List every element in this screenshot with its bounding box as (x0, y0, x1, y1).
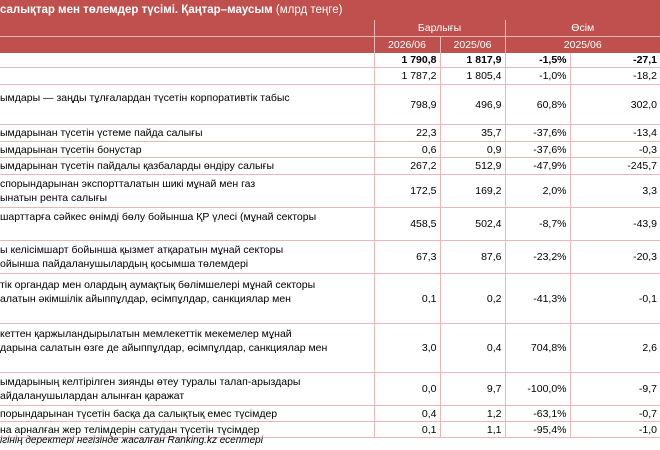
value-2025-cell: 1 817,9 (440, 53, 505, 68)
value-2026-cell: 172,5 (374, 175, 440, 208)
header-blank-2 (0, 37, 374, 54)
value-2026-cell: 1 787,2 (374, 68, 440, 85)
value-2025-cell: 169,2 (440, 175, 505, 208)
row-label-line: айдаланушылардан алынған қаражат (0, 390, 185, 402)
table-row (0, 241, 660, 274)
row-label (0, 406, 374, 422)
value-2025-cell: 9,7 (440, 373, 505, 406)
growth-percent-cell: 704,8% (505, 324, 570, 373)
growth-percent-cell: -37,6% (505, 142, 570, 158)
value-2026-cell: 0,1 (374, 422, 440, 438)
growth-absolute-cell: -0,3 (570, 142, 660, 158)
row-label (0, 53, 374, 68)
growth-percent-cell: -23,2% (505, 241, 570, 274)
value-2026-cell: 67,3 (374, 241, 440, 274)
header-col-2025: 2025/06 (440, 37, 505, 54)
row-label-line: кеттен қаржыландырылатын мемлекеттік мекемелер мұнай (0, 328, 292, 340)
table-body (0, 53, 660, 438)
growth-absolute-cell: -0,7 (570, 406, 660, 422)
row-label (0, 158, 374, 175)
growth-percent-cell: 2,0% (505, 175, 570, 208)
value-2026-cell: 798,9 (374, 85, 440, 125)
value-2026-cell: 0,6 (374, 142, 440, 158)
row-label (0, 208, 374, 241)
growth-absolute-cell: 302,0 (570, 85, 660, 125)
value-2026-cell: 458,5 (374, 208, 440, 241)
value-2026-cell: 22,3 (374, 125, 440, 142)
row-label (0, 85, 374, 125)
table-row (0, 53, 660, 68)
row-label-line: ымдарының келтірілген зиянды өтеу туралы талап-арыздары (0, 376, 301, 388)
row-label (0, 125, 374, 142)
header-group-growth: Өсім (505, 20, 660, 37)
growth-absolute-cell: 3,3 (570, 175, 660, 208)
table-row (0, 85, 660, 125)
growth-percent-cell: -95,4% (505, 422, 570, 438)
growth-absolute-cell: -245,7 (570, 158, 660, 175)
row-label-line: ы келісімшарт бойынша қызмет атқаратын мұнай секторы (0, 244, 284, 256)
row-label-line: ымдарынан түсетін пайдалы қазбаларды өндіру салығы (0, 160, 274, 172)
row-label-line (0, 224, 371, 238)
table-row (0, 158, 660, 175)
growth-percent-cell: -47,9% (505, 158, 570, 175)
row-label-line (0, 355, 371, 369)
growth-absolute-cell: 2,6 (570, 324, 660, 373)
row-label-line: спорындарынан экспортталатын шикі мұнай мен газ (0, 178, 256, 190)
value-2025-cell: 35,7 (440, 125, 505, 142)
row-label (0, 324, 374, 373)
growth-percent-cell: -8,7% (505, 208, 570, 241)
revenue-table (0, 20, 660, 438)
row-label-line: тік органдар мен олардың аумақтық бөлімшелері мұнай секторы (0, 278, 316, 291)
growth-percent-cell: 60,8% (505, 85, 570, 125)
row-label-line (0, 306, 371, 320)
row-label-line: ымдары — заңды тұлғалардан түсетін корпоративтік табыс (0, 91, 290, 104)
growth-absolute-cell: -0,1 (570, 274, 660, 324)
table-row (0, 125, 660, 142)
header-blank (0, 20, 374, 37)
value-2026-cell: 3,0 (374, 324, 440, 373)
growth-percent-cell: -100,0% (505, 373, 570, 406)
row-label (0, 68, 374, 85)
table-row (0, 406, 660, 422)
growth-percent-cell: -41,3% (505, 274, 570, 324)
table-title-bar (0, 0, 660, 20)
growth-percent-cell: -1,0% (505, 68, 570, 85)
row-label (0, 274, 374, 324)
value-2025-cell: 87,6 (440, 241, 505, 274)
row-label (0, 142, 374, 158)
row-label-line (0, 105, 371, 119)
table-row (0, 142, 660, 158)
row-label (0, 373, 374, 406)
value-2025-cell: 0,2 (440, 274, 505, 324)
row-label-line: на арналған жер телімдерін сатудан түсетін түсімдер (0, 423, 260, 436)
table-row (0, 175, 660, 208)
header-col-2026: 2026/06 (374, 37, 440, 54)
value-2026-cell: 267,2 (374, 158, 440, 175)
row-label-line (0, 53, 371, 67)
table-title: салықтар мен төлемдер түсімі. Қаңтар–маусым (0, 4, 273, 16)
growth-absolute-cell: -18,2 (570, 68, 660, 85)
row-label-line: ымдарынан түсетін үстеме пайда салығы (0, 127, 203, 139)
growth-percent-cell: -37,6% (505, 125, 570, 142)
row-label-line: ынатын рента салығы (0, 192, 108, 204)
row-label-line: алатын әкімшілік айыппұлдар, өсімпұлдар, санкциялар мен (0, 292, 291, 305)
row-label (0, 241, 374, 274)
value-2025-cell: 496,9 (440, 85, 505, 125)
row-label-line (0, 69, 371, 83)
value-2025-cell: 1 805,4 (440, 68, 505, 85)
table-row (0, 68, 660, 85)
value-2025-cell: 0,4 (440, 324, 505, 373)
growth-absolute-cell: -1,0 (570, 422, 660, 438)
row-label-line: порындарынан түсетін басқа да салықтық емес түсімдер (0, 407, 278, 420)
value-2025-cell: 1,2 (440, 406, 505, 422)
value-2026-cell: 0,1 (374, 274, 440, 324)
row-label-line: дарына салатын өзге де айыппұлдар, өсімпұлдар, санкциялар мен (0, 342, 328, 354)
value-2026-cell: 0,4 (374, 406, 440, 422)
growth-absolute-cell: -20,3 (570, 241, 660, 274)
row-label-line: шарттарға сәйкес өнімді бөлу бойынша ҚР үлесі (мұнай секторы (0, 211, 317, 223)
row-label-line: ойынша пайдаланушылардың қосымша төлемдері (0, 258, 249, 270)
value-2026-cell: 0,0 (374, 373, 440, 406)
value-2025-cell: 512,9 (440, 158, 505, 175)
growth-absolute-cell: -43,9 (570, 208, 660, 241)
growth-absolute-cell: -13,4 (570, 125, 660, 142)
table-row (0, 208, 660, 241)
value-2025-cell: 0,9 (440, 142, 505, 158)
header-group-total: Барлығы (374, 20, 505, 37)
table-row (0, 373, 660, 406)
source-note: ігінің деректері негізінде жасалған Ranking.kz есептері (0, 435, 263, 446)
growth-absolute-cell: -27,1 (570, 53, 660, 68)
value-2025-cell: 502,4 (440, 208, 505, 241)
growth-percent-cell: -1,5% (505, 53, 570, 68)
header-col-growth: 2025/06 (505, 37, 660, 54)
row-label-line: ымдарынан түсетін бонустар (0, 143, 142, 156)
value-2025-cell: 1,1 (440, 422, 505, 438)
value-2026-cell: 1 790,8 (374, 53, 440, 68)
row-label (0, 175, 374, 208)
growth-percent-cell: -63,1% (505, 406, 570, 422)
table-unit: (млрд теңге) (275, 4, 343, 16)
table-row (0, 274, 660, 324)
table-row (0, 324, 660, 373)
growth-absolute-cell: -9,7 (570, 373, 660, 406)
